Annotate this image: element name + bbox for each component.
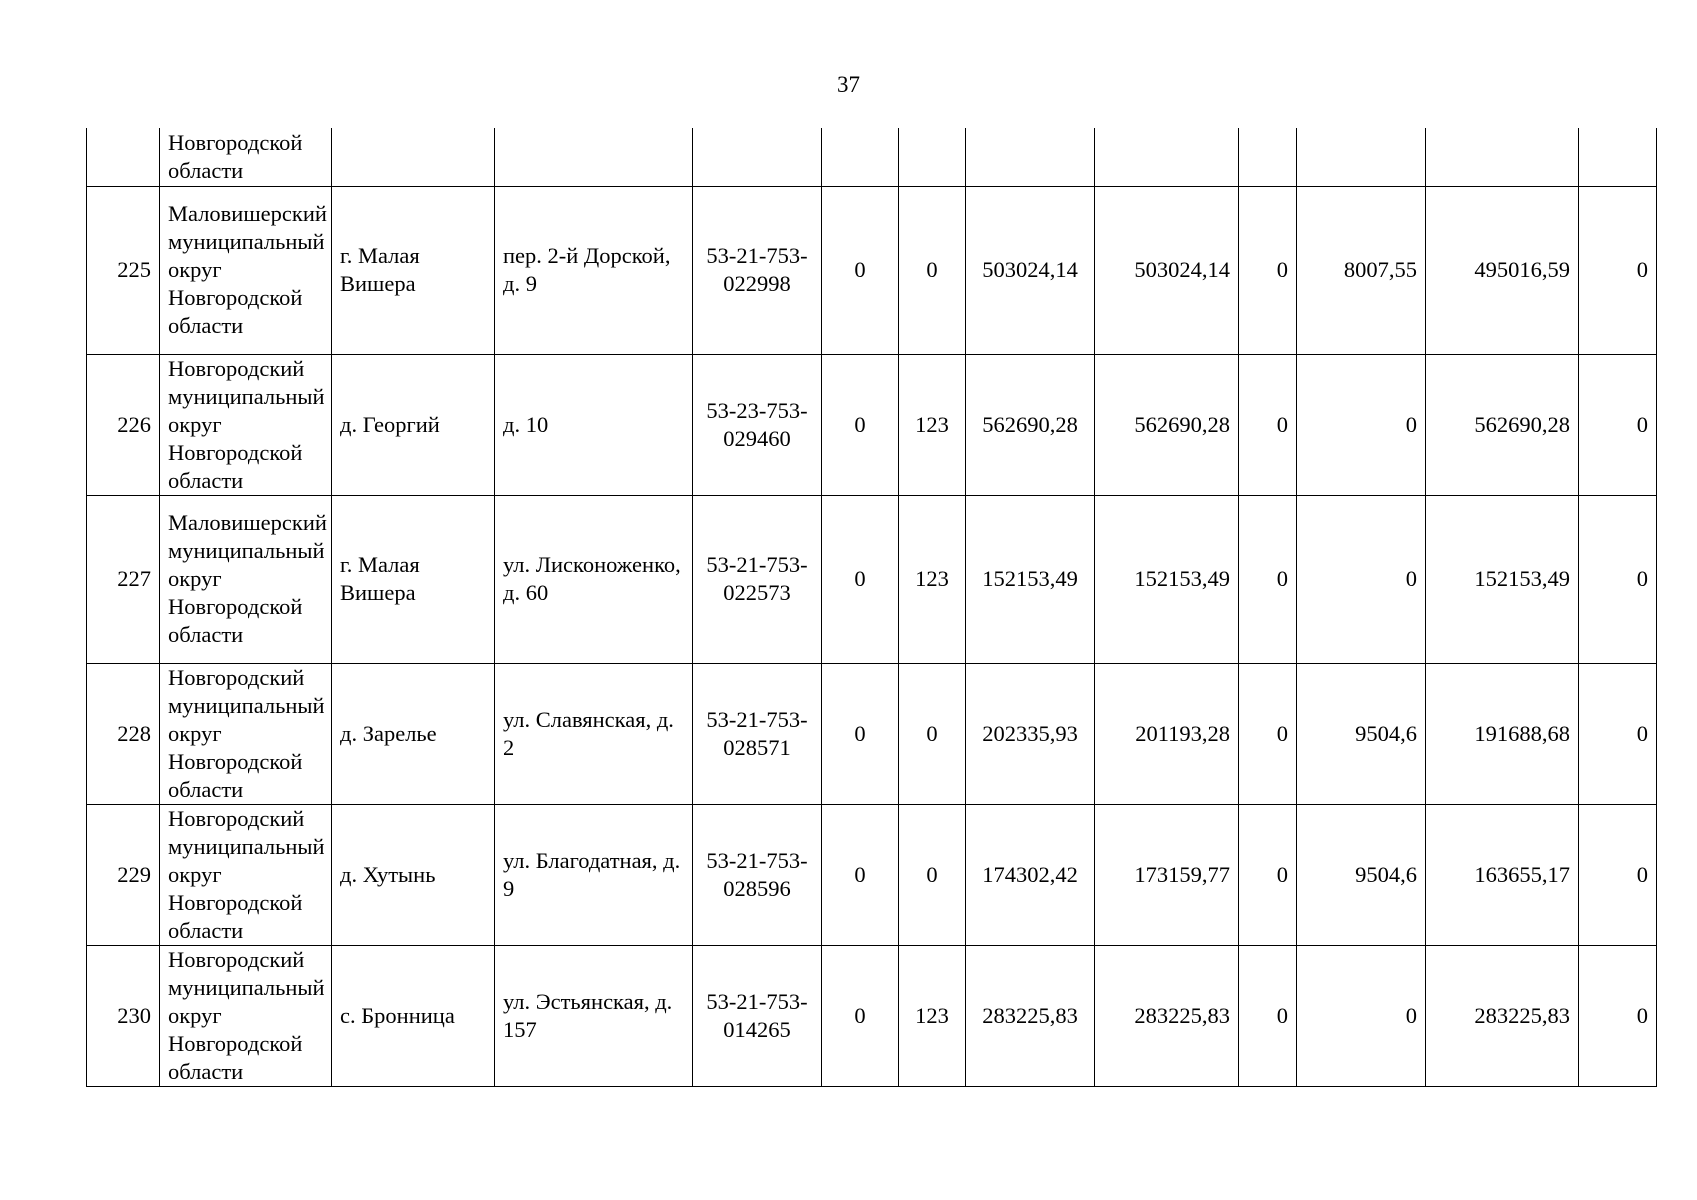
value-cell: 0: [1579, 354, 1657, 495]
value-cell: [966, 128, 1095, 186]
value-cell: [1579, 128, 1657, 186]
code-cell: 53-21-753-028571: [693, 663, 822, 804]
value-cell: 163655,17: [1426, 804, 1579, 945]
value-cell: 0: [1579, 186, 1657, 354]
code-cell: 53-21-753-014265: [693, 945, 822, 1086]
value-cell: 0: [1239, 945, 1297, 1086]
value-cell: 0: [822, 354, 899, 495]
value-cell: 123: [899, 945, 966, 1086]
municipality-cell: Новгородский муниципальный округ Новгородской области: [160, 945, 332, 1086]
value-cell: 152153,49: [1426, 495, 1579, 663]
value-cell: 0: [899, 186, 966, 354]
row-number-cell: 229: [87, 804, 160, 945]
value-cell: 0: [1239, 804, 1297, 945]
total-cell: 202335,93: [966, 663, 1095, 804]
total-cell: 562690,28: [966, 354, 1095, 495]
address-cell: пер. 2-й Дорской, д. 9: [495, 186, 693, 354]
value-cell: [822, 128, 899, 186]
value-cell: [1426, 128, 1579, 186]
value-cell: 495016,59: [1426, 186, 1579, 354]
address-cell: ул. Благодатная, д. 9: [495, 804, 693, 945]
total-cell: 503024,14: [966, 186, 1095, 354]
value-cell: [899, 128, 966, 186]
table-row: [87, 945, 1657, 1086]
total-cell: 152153,49: [966, 495, 1095, 663]
value-cell: 0: [1579, 945, 1657, 1086]
locality-cell: д. Георгий: [332, 354, 495, 495]
value-cell: 0: [1579, 495, 1657, 663]
value-cell: 173159,77: [1095, 804, 1239, 945]
value-cell: 562690,28: [1426, 354, 1579, 495]
value-cell: 0: [822, 663, 899, 804]
row-number-cell: 225: [87, 186, 160, 354]
municipality-cell: Новгородской области: [160, 128, 332, 186]
value-cell: 283225,83: [1426, 945, 1579, 1086]
value-cell: 0: [899, 663, 966, 804]
address-cell: ул. Эстьянская, д. 157: [495, 945, 693, 1086]
municipality-cell: Новгородский муниципальный округ Новгородской области: [160, 354, 332, 495]
municipality-cell: Новгородский муниципальный округ Новгородской области: [160, 804, 332, 945]
value-cell: [1095, 128, 1239, 186]
value-cell: 0: [1239, 495, 1297, 663]
value-cell: 503024,14: [1095, 186, 1239, 354]
value-cell: 123: [899, 495, 966, 663]
page-number: 37: [837, 72, 860, 97]
value-cell: 0: [1239, 186, 1297, 354]
table-row: [87, 128, 1657, 186]
locality-cell: г. Малая Вишера: [332, 495, 495, 663]
row-number-cell: 227: [87, 495, 160, 663]
code-cell: 53-21-753-022573: [693, 495, 822, 663]
municipality-cell: Маловишерский муниципальный округ Новгородской области: [160, 186, 332, 354]
table-row: [87, 495, 1657, 663]
value-cell: [1239, 128, 1297, 186]
value-cell: 123: [899, 354, 966, 495]
value-cell: [1297, 128, 1426, 186]
table-row: [87, 663, 1657, 804]
code-cell: 53-21-753-028596: [693, 804, 822, 945]
value-cell: 0: [1297, 495, 1426, 663]
value-cell: 191688,68: [1426, 663, 1579, 804]
value-cell: 283225,83: [1095, 945, 1239, 1086]
value-cell: 0: [1579, 804, 1657, 945]
value-cell: 0: [822, 186, 899, 354]
registry-table: [86, 128, 1657, 1087]
value-cell: 0: [822, 945, 899, 1086]
value-cell: 9504,6: [1297, 663, 1426, 804]
total-cell: 174302,42: [966, 804, 1095, 945]
table-row: [87, 354, 1657, 495]
value-cell: 0: [822, 804, 899, 945]
value-cell: 201193,28: [1095, 663, 1239, 804]
total-cell: 283225,83: [966, 945, 1095, 1086]
address-cell: ул. Лисконоженко, д. 60: [495, 495, 693, 663]
municipality-cell: Новгородский муниципальный округ Новгородской области: [160, 663, 332, 804]
value-cell: 0: [822, 495, 899, 663]
locality-cell: [332, 128, 495, 186]
value-cell: 0: [1239, 354, 1297, 495]
value-cell: 0: [1579, 663, 1657, 804]
code-cell: 53-21-753-022998: [693, 186, 822, 354]
value-cell: 0: [899, 804, 966, 945]
row-number-cell: 230: [87, 945, 160, 1086]
row-number-cell: 228: [87, 663, 160, 804]
row-number-cell: [87, 128, 160, 186]
locality-cell: г. Малая Вишера: [332, 186, 495, 354]
value-cell: 9504,6: [1297, 804, 1426, 945]
table-row: [87, 186, 1657, 354]
value-cell: 562690,28: [1095, 354, 1239, 495]
municipality-cell: Маловишерский муниципальный округ Новгородской области: [160, 495, 332, 663]
value-cell: 152153,49: [1095, 495, 1239, 663]
locality-cell: д. Хутынь: [332, 804, 495, 945]
code-cell: [693, 128, 822, 186]
locality-cell: с. Бронница: [332, 945, 495, 1086]
address-cell: д. 10: [495, 354, 693, 495]
value-cell: 0: [1297, 945, 1426, 1086]
value-cell: 8007,55: [1297, 186, 1426, 354]
code-cell: 53-23-753-029460: [693, 354, 822, 495]
row-number-cell: 226: [87, 354, 160, 495]
value-cell: 0: [1297, 354, 1426, 495]
table-row: [87, 804, 1657, 945]
address-cell: [495, 128, 693, 186]
value-cell: 0: [1239, 663, 1297, 804]
locality-cell: д. Зарелье: [332, 663, 495, 804]
address-cell: ул. Славянская, д. 2: [495, 663, 693, 804]
